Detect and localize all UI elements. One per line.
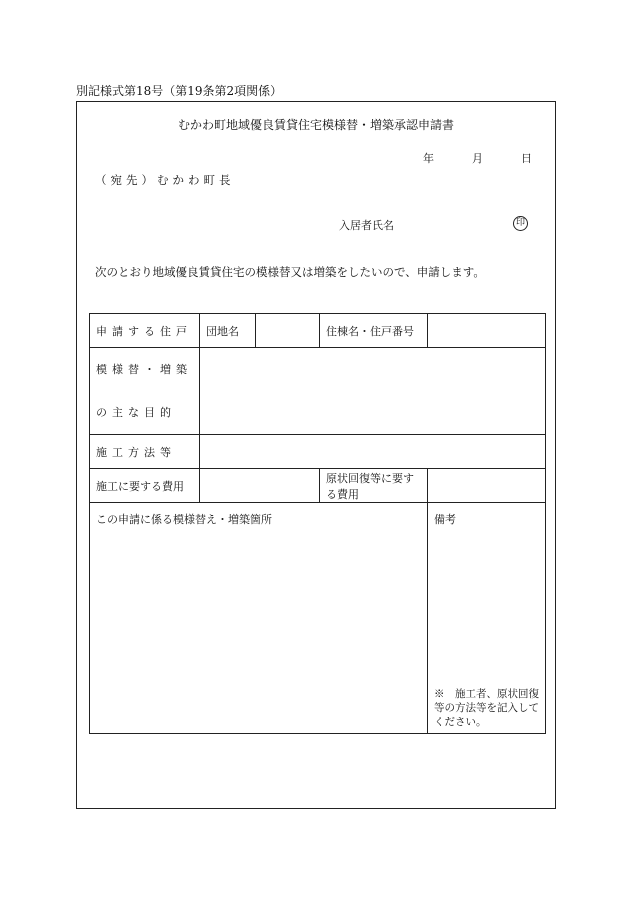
remarks-field[interactable]	[428, 503, 546, 734]
form-number: 別記様式第18号（第19条第2項関係）	[76, 84, 283, 98]
location-label: この申請に係る模様替え・増築箇所	[96, 513, 272, 526]
application-form	[76, 101, 556, 809]
purpose-label	[90, 348, 200, 435]
purpose-label-line-1: 模様替・増築	[96, 363, 192, 376]
complex-name-label: 団地名	[200, 314, 256, 348]
seal-mark: 印	[513, 216, 528, 231]
application-table	[89, 313, 546, 734]
date-day-label: 日	[521, 152, 532, 165]
method-field[interactable]	[200, 435, 546, 469]
restoration-cost-label: 原状回復等に要する費用	[320, 469, 428, 503]
construction-cost-field[interactable]	[200, 469, 320, 503]
method-label: 施工方法等	[90, 435, 200, 469]
construction-cost-label: 施工に要する費用	[90, 469, 200, 503]
date-month-label: 月	[472, 152, 483, 165]
form-title: むかわ町地域優良賃貸住宅模様替・増築承認申請書	[177, 118, 454, 132]
purpose-label-line-2: の主な目的	[96, 406, 176, 419]
addressee: （宛先）むかわ町長	[95, 173, 235, 187]
date-year-label: 年	[423, 152, 434, 165]
applicant-name-label: 入居者氏名	[339, 219, 394, 232]
remarks-label: 備考	[434, 513, 456, 526]
residence-label: 申請する住戸	[90, 314, 200, 348]
remarks-note: ※ 施工者、原状回復等の方法等を記入してください。	[434, 688, 539, 728]
building-number-label: 住棟名・住戸番号	[320, 314, 428, 348]
complex-name-field[interactable]	[256, 314, 320, 348]
application-statement: 次のとおり地域優良賃貸住宅の模様替又は増築をしたいので、申請します。	[95, 265, 485, 279]
purpose-field[interactable]	[200, 348, 546, 435]
building-number-field[interactable]	[428, 314, 546, 348]
location-field[interactable]	[90, 503, 428, 734]
restoration-cost-field[interactable]	[428, 469, 546, 503]
